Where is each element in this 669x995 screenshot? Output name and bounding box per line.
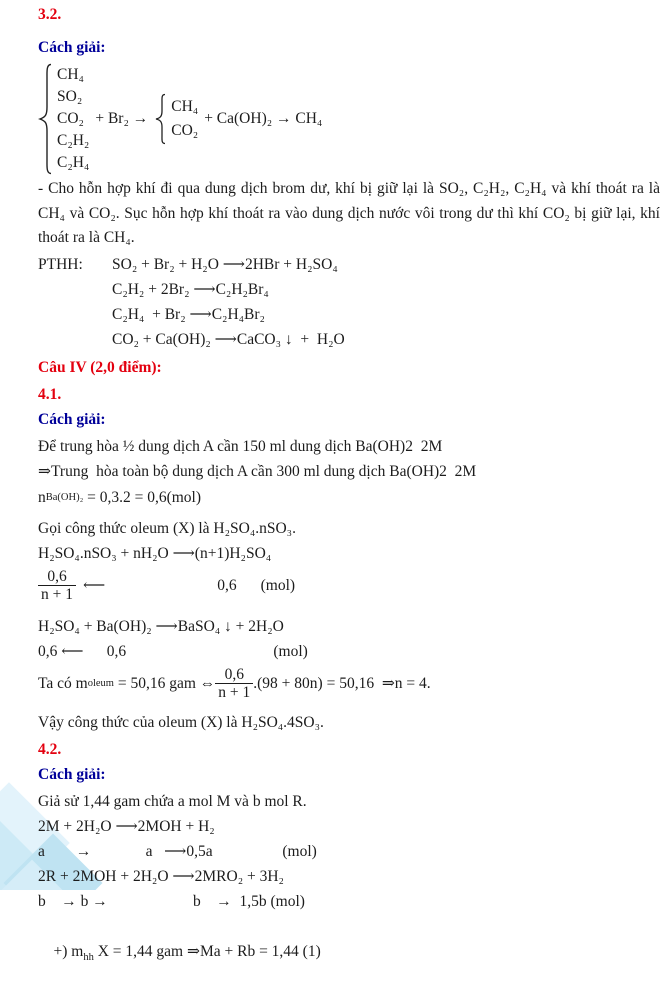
- solution-line: Giả sử 1,44 gam chứa a mol M và b mol R.: [38, 792, 307, 810]
- gas-formula: C₂H₄: [57, 154, 90, 171]
- equation-line: C₂H₄ + Br₂ ⟶C₂H₄Br₂: [112, 305, 265, 323]
- oleum-mass-equation: [38, 664, 660, 704]
- text-piece: .(98 + 80n) = 50,16 ⇒n = 4.: [253, 675, 431, 692]
- text-piece: Ta có m: [38, 674, 88, 692]
- gas-formula: CH₄: [57, 66, 84, 83]
- equation-line: 2M + 2H₂O ⟶2MOH + H₂: [38, 817, 215, 835]
- fraction-denominator: n + 1: [215, 683, 253, 701]
- text-piece: X = 1,44 gam ⇒Ma + Rb = 1,44 (1): [93, 942, 321, 960]
- formula-subscript: Ba(OH)₂: [45, 492, 84, 503]
- mole-row: b → b → b → 1,5b (mol): [38, 892, 305, 910]
- formula-subscript: oleum: [87, 678, 114, 689]
- fraction-numerator: 0,6: [47, 568, 67, 585]
- equation-line: SO₂ + Br₂ + H₂O ⟶2HBr + H₂SO₄: [112, 255, 338, 273]
- formula-subscript: hh: [83, 951, 94, 963]
- solution-line: ⇒Trung hòa toàn bộ dung dịch A cần 300 ml dung dịch Ba(OH)2 2M: [38, 462, 477, 480]
- pthh-label: PTHH:: [38, 255, 83, 273]
- solution-line: Để trung hòa ½ dung dịch A cần 150 ml dung dịch Ba(OH)2 2M: [38, 437, 443, 455]
- gas-list-left: [57, 64, 89, 174]
- mole-row: 0,6 ⟵ 0,6 (mol): [38, 642, 308, 660]
- fraction-denominator: n + 1: [38, 585, 76, 603]
- mole-unit: (mol): [260, 576, 296, 594]
- section-heading-4-1: 4.1.: [38, 385, 62, 403]
- formula-base: n: [38, 488, 46, 506]
- curly-brace-icon: [38, 63, 53, 175]
- fraction: [215, 666, 253, 701]
- equation-list: [112, 252, 345, 352]
- method-label: Cách giải:: [38, 765, 106, 783]
- mole-value: 0,6: [217, 576, 237, 594]
- mole-row: a → a ⟶0,5a (mol): [38, 842, 317, 860]
- equation-line: 2R + 2MOH + 2H₂O ⟶2MRO₂ + 3H₂: [38, 867, 284, 885]
- pthh-block: [38, 252, 660, 352]
- section-heading-4-2: 4.2.: [38, 740, 62, 758]
- equation-line: C₂H₂ + 2Br₂ ⟶C₂H₂Br₄: [112, 280, 269, 298]
- text-piece: = 50,16 gam ⇔: [113, 674, 216, 692]
- fraction: [38, 568, 76, 603]
- gas-formula: CO₂: [57, 110, 84, 127]
- reaction-operator: + Ca(OH)₂ → CH₄: [204, 110, 323, 127]
- solution-line: Gọi công thức oleum (X) là H₂SO₄.nSO₃.: [38, 519, 296, 537]
- gas-list-right: [171, 95, 198, 143]
- gas-formula: C₂H₂: [57, 132, 90, 149]
- equation-line: H₂SO₄.nSO₃ + nH₂O ⟶(n+1)H₂SO₄: [38, 544, 272, 562]
- gas-formula: CO₂: [171, 122, 199, 139]
- gas-formula: CH₄: [171, 98, 199, 115]
- method-label: Cách giải:: [38, 39, 106, 56]
- section-heading-cau-4: Câu IV (2,0 điểm):: [38, 358, 162, 376]
- section-heading-3-2: 3.2.: [38, 6, 62, 23]
- conclusion-line: Vậy công thức của oleum (X) là H₂SO₄.4SO₃.: [38, 713, 324, 731]
- explanation-paragraph: - Cho hỗn hợp khí đi qua dung dịch brom dư, khí bị giữ lại là SO₂, C₂H₂, C₂H₄ và khí thoát ra là CH₄ và CO₂. Sục hỗn hợp khí thoát ra vào dung dịch nước vôi trong dư thì khí CO₂ bị giữ lại, khí thoát ra là CH₄.: [38, 180, 660, 246]
- curly-brace-icon: [154, 93, 167, 145]
- left-arrow: ⟵: [83, 577, 106, 594]
- reaction-operator: + Br₂ →: [95, 110, 149, 127]
- gas-scheme: [38, 63, 660, 175]
- fraction-numerator: 0,6: [224, 666, 244, 683]
- equation-line: CO₂ + Ca(OH)₂ ⟶CaCO₃ ↓ + H₂O: [112, 330, 345, 348]
- mole-formula: [38, 484, 660, 512]
- mass-sum-line: [38, 914, 660, 995]
- method-label: Cách giải:: [38, 410, 106, 428]
- formula-rest: = 0,3.2 = 0,6(mol): [83, 488, 202, 506]
- text-piece: +) m: [53, 942, 84, 960]
- mole-ratio-row: [38, 566, 660, 606]
- gas-formula: SO₂: [57, 88, 83, 105]
- equation-line: H₂SO₄ + Ba(OH)₂ ⟶BaSO₄ ↓ + 2H₂O: [38, 617, 284, 635]
